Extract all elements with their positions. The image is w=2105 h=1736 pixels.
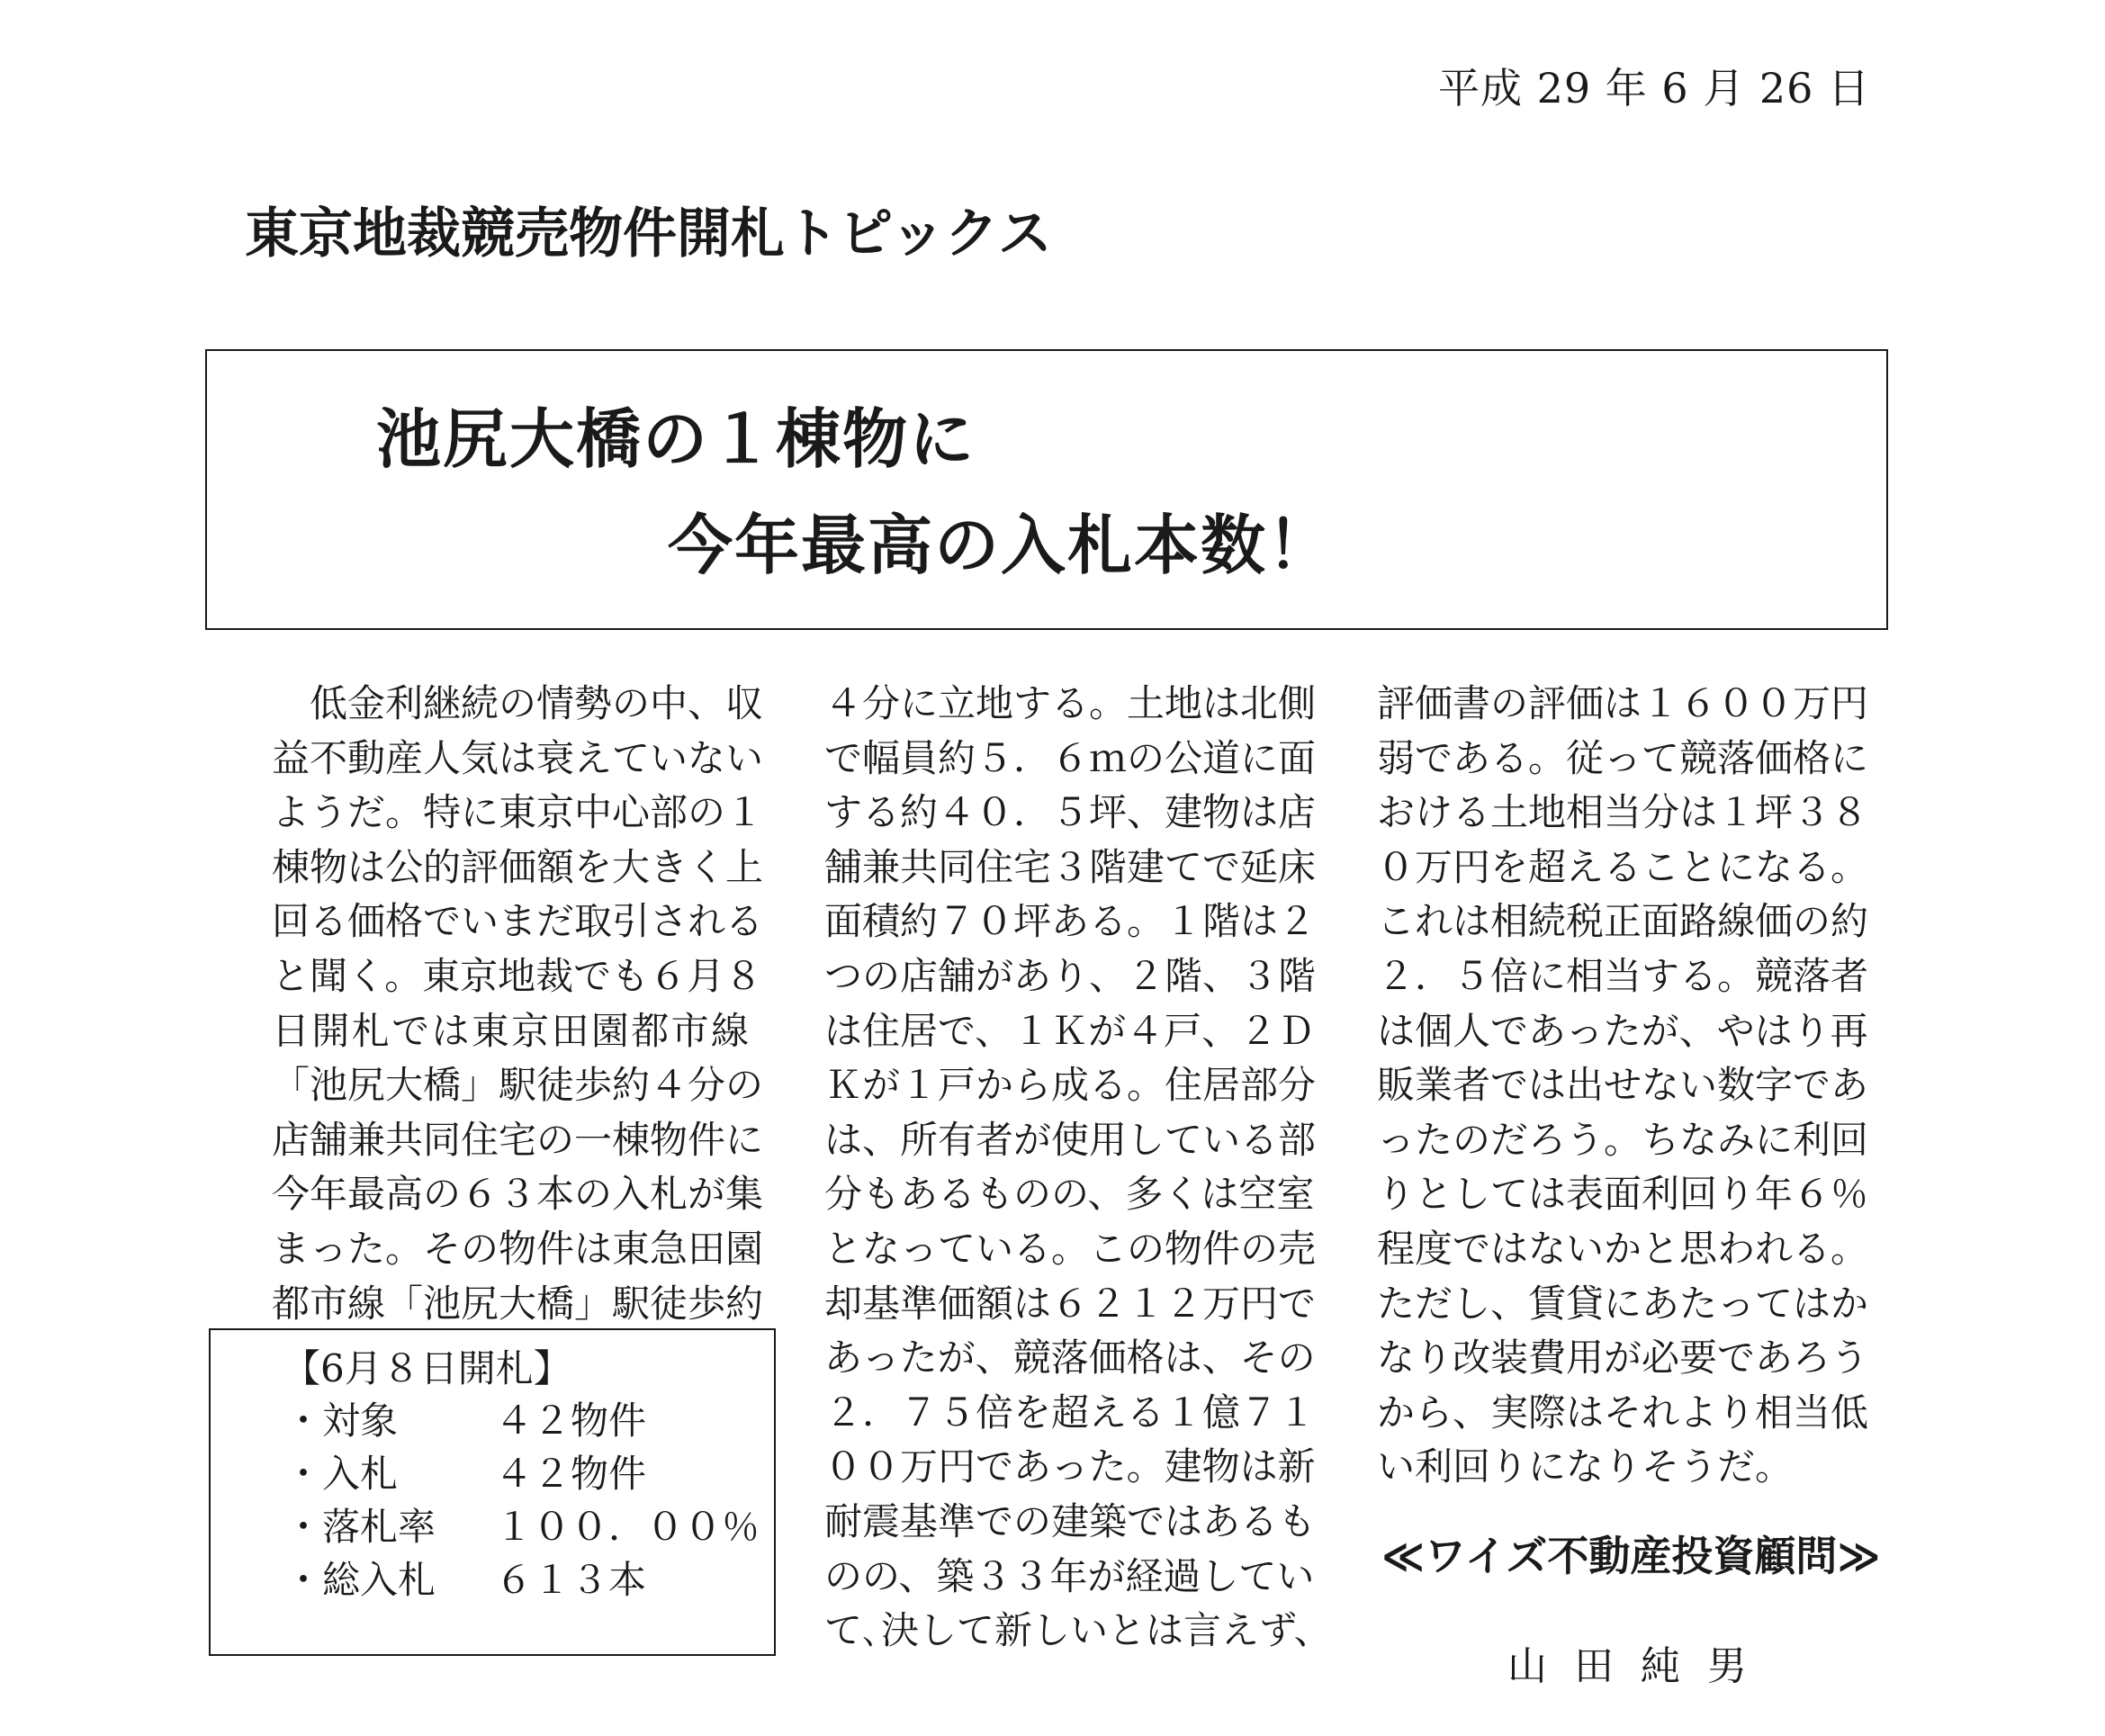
summary-value-total-bids: ６１３本 [495,1558,647,1602]
headline-line-1: 池尻大橋の１棟物に [376,401,976,477]
article-line: 益不動産人気は衰えていない [272,735,764,780]
article-line: ただし、賃貸にあたってはか [1377,1281,1869,1326]
article-line: つの店舗があり、２階、３階 [824,953,1317,998]
article-line: は住居で、１Ｋが４戸、２Ｄ [824,1008,1316,1053]
article-line: 耐震基準での建築ではあるも [824,1498,1317,1543]
article-line: は個人であったが、やはり再 [1377,1008,1868,1053]
article-line: まった。その物件は東急田園 [272,1226,764,1271]
article-line: となっている。この物件の売 [824,1226,1317,1271]
article-line: い利回りになりそうだ。 [1377,1444,1794,1489]
auction-summary-box [209,1328,776,1656]
summary-label-rate: ・落札率 [284,1505,436,1549]
article-line: する約４０．５坪、建物は店 [824,790,1317,835]
article-column-1 [272,677,764,1331]
article-line: なり改装費用が必要であろう [1377,1336,1869,1381]
article-line: と聞く。東京地裁でも６月８ [272,953,763,998]
article-line: 舗兼共同住宅３階建てで延床 [824,844,1317,889]
article-line: ようだ。特に東京中心部の１ [272,790,764,835]
article-line: ２．５倍に相当する。競落者 [1377,953,1869,998]
article-line: て､決して新しいとは言えず、 [824,1608,1332,1653]
summary-value-bids: ４２物件 [495,1452,647,1496]
summary-heading: 【6月８日開札】 [283,1346,571,1390]
summary-value-target: ４２物件 [495,1399,647,1443]
article-line: りとしては表面利回り年６％ [1377,1172,1869,1217]
article-line: 評価書の評価は１６００万円 [1377,681,1869,725]
article-line: ったのだろう。ちなみに利回 [1377,1117,1869,1162]
document-date: 平成 29 年 6 月 26 日 [1438,64,1871,112]
signature-company: ≪ワイズ不動産投資顧問≫ [1381,1532,1881,1580]
article-line: Ｋが１戸から成る。住居部分 [824,1063,1317,1108]
headline-line-2: 今年最高の入札本数！ [668,508,1335,583]
article-line: ００万円であった。建物は新 [824,1444,1316,1489]
article-line: 却基準価額は６２１２万円で [824,1281,1317,1326]
signature-name: 山田純男 [1507,1643,1774,1689]
article-line: 低金利継続の情勢の中、収 [272,681,764,725]
article-line: 弱である。従って競落価格に [1377,735,1869,780]
article-line: 面積約７０坪ある。１階は２ [824,899,1317,944]
article-column-3 [1377,677,1869,1495]
article-column-2 [824,677,1332,1659]
summary-value-rate: １００．００％ [495,1505,760,1549]
article-line: 日開札では東京田園都市線 [272,1008,749,1053]
article-line: これは相続税正面路線価の約 [1377,899,1869,944]
article-line: ２．７５倍を超える１億７１ [824,1390,1317,1435]
article-line: から、実際はそれより相当低 [1377,1390,1869,1435]
headline-box [205,349,1888,630]
article-line: ４分に立地する。土地は北側 [824,681,1317,725]
summary-label-total-bids: ・総入札 [284,1558,436,1602]
article-line: で幅員約５．６ｍの公道に面 [824,735,1317,780]
article-line: 回る価格でいまだ取引される [272,899,764,944]
article-line: 今年最高の６３本の入札が集 [272,1172,764,1217]
article-line: 販業者では出せない数字であ [1377,1063,1869,1108]
article-line: は、所有者が使用している部 [824,1117,1317,1162]
article-line: ０万円を超えることになる。 [1377,844,1869,889]
article-line: 棟物は公的評価額を大きく上 [272,844,764,889]
article-line: おける土地相当分は１坪３８ [1377,790,1869,835]
summary-label-bids: ・入札 [284,1452,399,1496]
article-line: 店舗兼共同住宅の一棟物件に [272,1117,764,1162]
article-line: のの、築３３年が経過してい [824,1553,1315,1598]
article-line: 「池尻大橋」駅徒歩約４分の [272,1063,764,1108]
article-line: 分もあるものの、多くは空室 [824,1172,1315,1217]
article-line: 程度ではないかと思われる。 [1377,1226,1869,1271]
article-line: あったが、競落価格は、その [824,1336,1316,1381]
series-title: 東京地裁競売物件開札トピックス [245,202,1052,265]
article-line: 都市線「池尻大橋」駅徒歩約 [272,1281,764,1326]
summary-label-target: ・対象 [284,1399,399,1443]
